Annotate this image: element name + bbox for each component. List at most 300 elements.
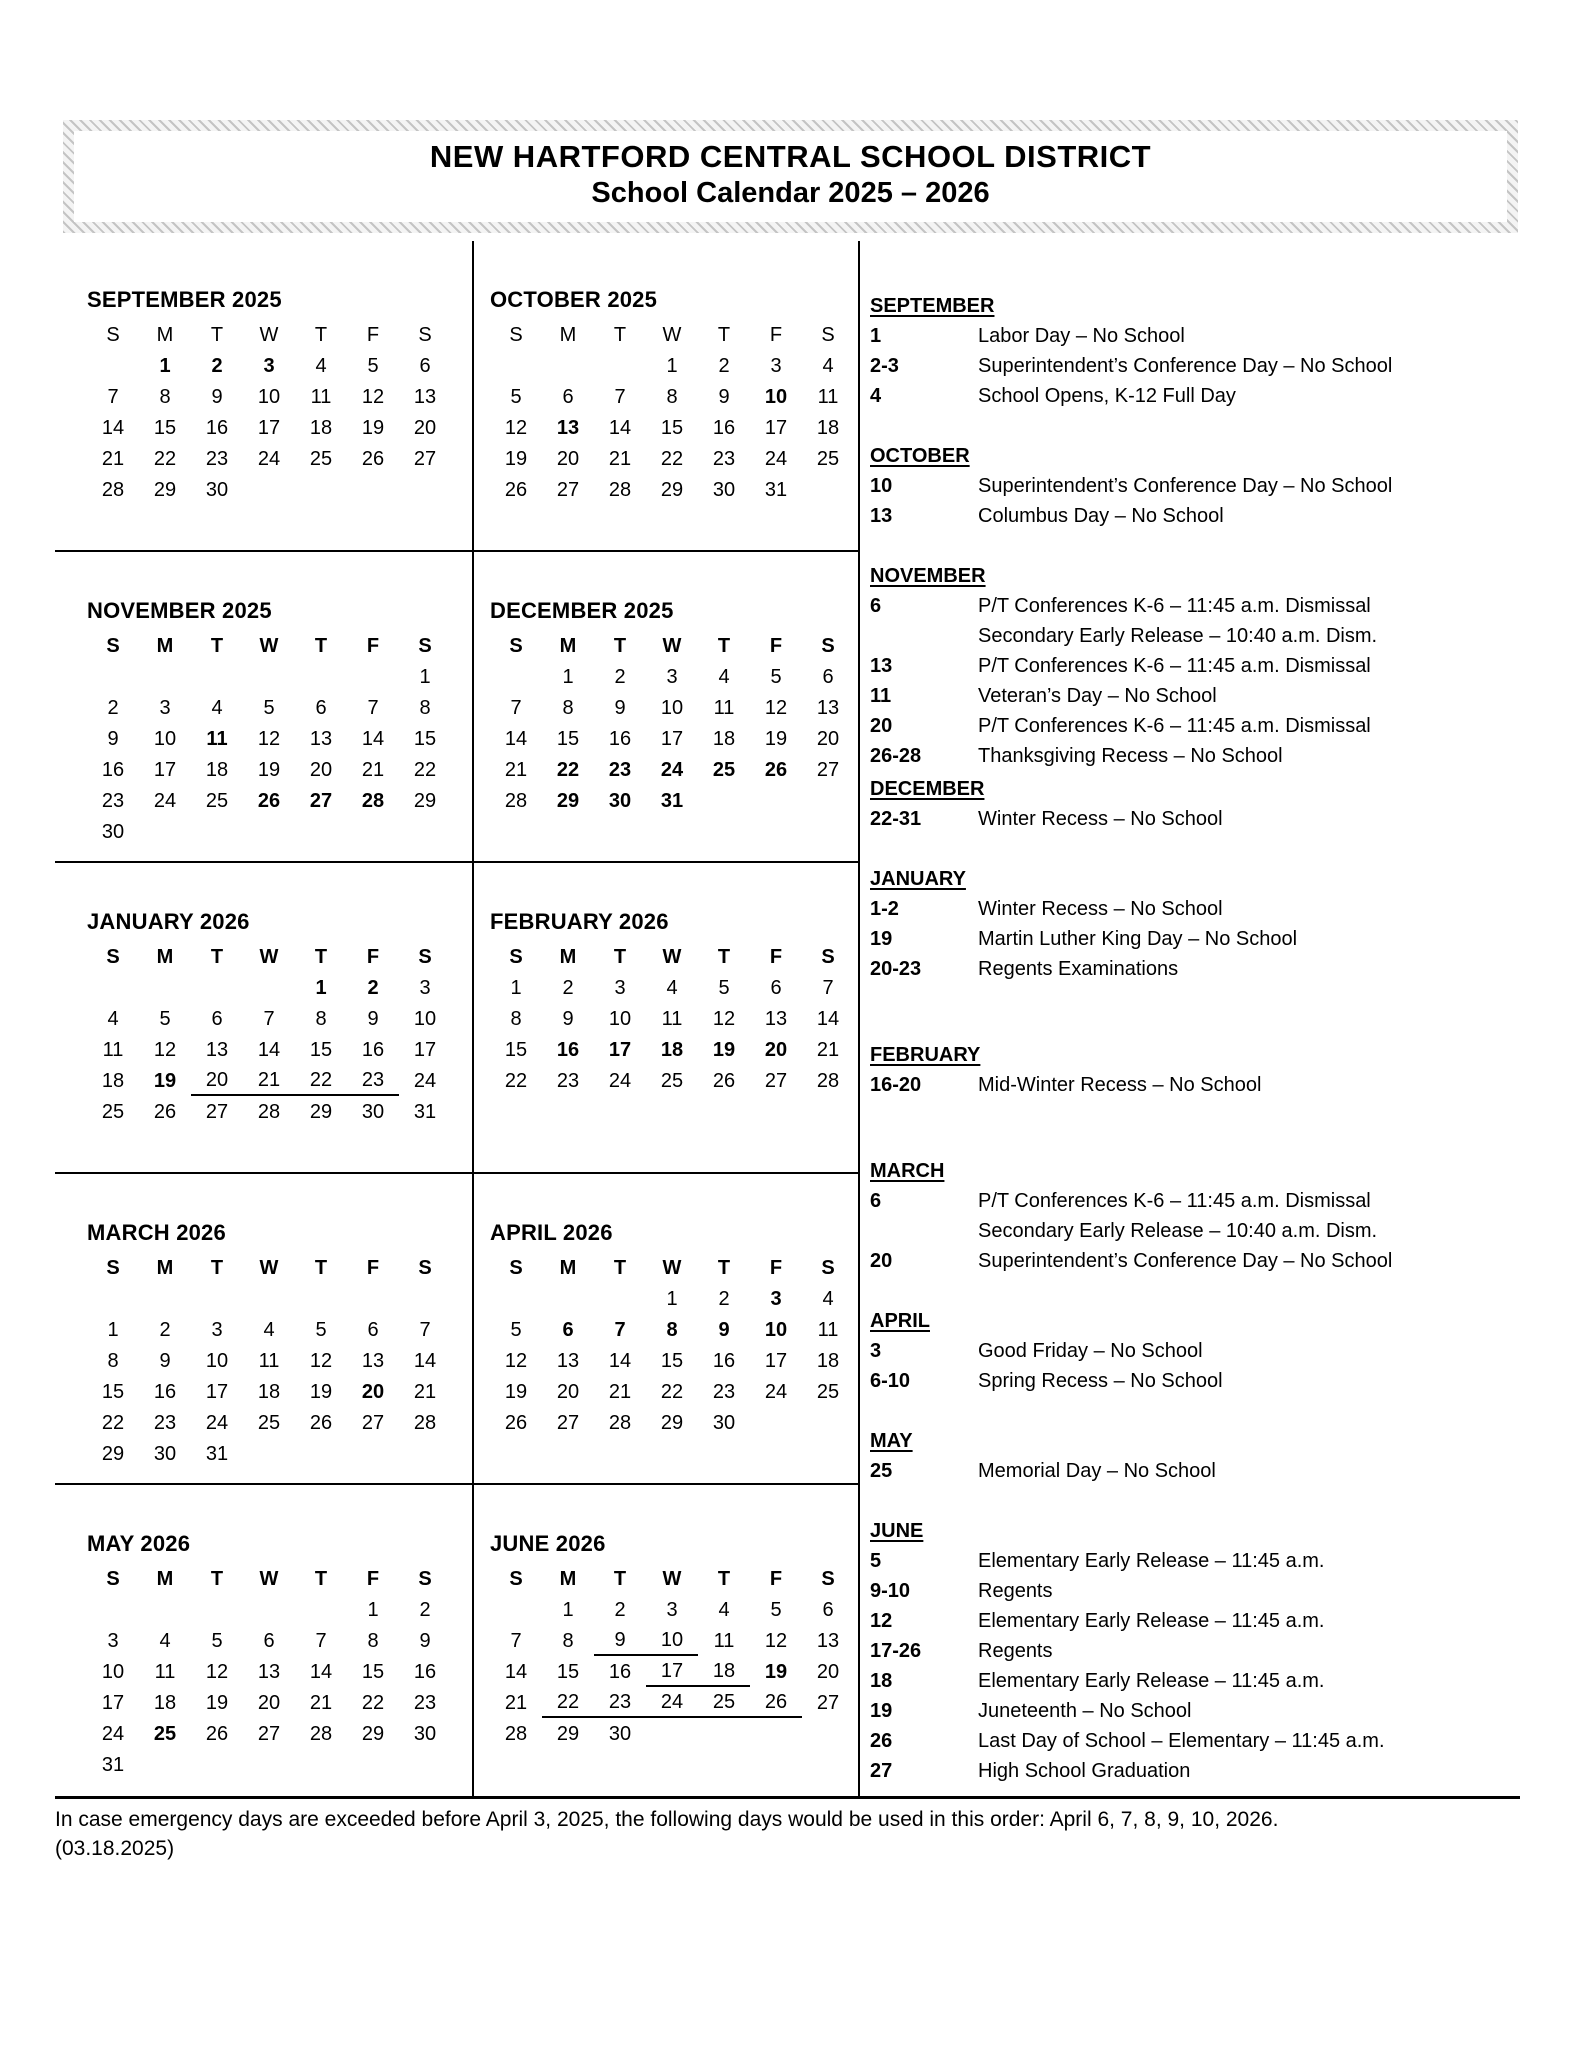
event-date: 6-10: [870, 1370, 911, 1392]
day-cell: 23: [413, 1692, 437, 1714]
day-cell-empty: [243, 1748, 295, 1779]
weekday-header: M: [156, 1568, 174, 1590]
day-cell: 20: [257, 1692, 281, 1714]
day-cell: 7: [315, 1630, 327, 1652]
day-cell-empty: [490, 349, 542, 380]
day-cell: 8: [159, 386, 171, 408]
day-cell: 27: [413, 448, 437, 470]
day-cell: 17: [101, 1692, 125, 1714]
day-cell-empty: [87, 660, 139, 691]
event-date: 13: [870, 655, 893, 677]
event-description: Spring Recess – No School: [978, 1370, 1223, 1392]
week-row: [490, 753, 854, 784]
week-row: [490, 1375, 854, 1406]
day-cell: 18: [698, 1655, 750, 1686]
header-box: [63, 120, 1518, 233]
week-row: [87, 1313, 451, 1344]
day-cell-empty: [87, 971, 139, 1002]
day-cell: 12: [764, 697, 788, 719]
event-date: 13: [870, 505, 893, 527]
weekday-header-row: [87, 318, 451, 349]
day-cell-empty: [347, 815, 399, 846]
month-title: JUNE 2026: [490, 1531, 606, 1556]
day-cell: 30: [608, 1723, 632, 1745]
day-cell: 16: [361, 1039, 385, 1061]
month-days-table: [87, 629, 451, 846]
day-cell: 24: [608, 1070, 632, 1092]
day-cell: 11: [154, 1661, 176, 1683]
weekday-header: S: [821, 1568, 835, 1590]
event-row: [870, 1636, 1520, 1666]
event-month-heading: MARCH: [870, 1160, 945, 1182]
day-cell: 24: [413, 1070, 437, 1092]
event-month-heading: DECEMBER: [870, 778, 985, 800]
day-cell: 5: [159, 1008, 171, 1030]
day-cell: 14: [309, 1661, 333, 1683]
day-cell: 13: [816, 1630, 840, 1652]
weekday-header: T: [210, 324, 224, 346]
day-cell: 25: [257, 1412, 281, 1434]
day-cell: 11: [817, 1319, 839, 1341]
day-cell: 7: [614, 1319, 626, 1341]
event-row: [870, 1546, 1520, 1576]
event-description: P/T Conferences K-6 – 11:45 a.m. Dismissal: [978, 1190, 1371, 1212]
day-cell: 7: [107, 386, 119, 408]
event-description: Secondary Early Release – 10:40 a.m. Dism.: [978, 625, 1378, 647]
weekday-header: F: [769, 635, 783, 657]
event-section-january: [870, 864, 1520, 984]
event-section-february: [870, 1040, 1520, 1100]
day-cell: 5: [211, 1630, 223, 1652]
day-cell: 1: [666, 1288, 678, 1310]
week-row: [87, 442, 451, 473]
week-row: [490, 1686, 854, 1717]
weekday-header-row: [490, 1251, 854, 1282]
week-row: [490, 1717, 854, 1748]
day-cell: 16: [205, 417, 229, 439]
day-cell: 15: [101, 1381, 125, 1403]
event-row: [870, 954, 1520, 984]
day-cell: 13: [764, 1008, 788, 1030]
day-cell-empty: [347, 660, 399, 691]
day-cell: 25: [153, 1723, 177, 1745]
day-cell: 4: [263, 1319, 275, 1341]
weekday-header: F: [769, 1568, 783, 1590]
day-cell: 14: [816, 1008, 840, 1030]
day-cell-empty: [347, 473, 399, 504]
day-cell: 19: [309, 1381, 333, 1403]
day-cell: 3: [107, 1630, 119, 1652]
day-cell: 17: [205, 1381, 229, 1403]
day-cell: 17: [608, 1039, 632, 1061]
day-cell: 1: [419, 666, 431, 688]
event-date: 20-23: [870, 958, 922, 980]
event-date: 6: [870, 595, 882, 617]
day-cell: 14: [608, 1350, 632, 1372]
month-block-march-2026: [55, 1174, 474, 1485]
day-cell: 2: [211, 355, 223, 377]
day-cell-empty: [490, 1593, 542, 1624]
day-cell: 25: [309, 448, 333, 470]
day-cell: 6: [770, 977, 782, 999]
day-cell-empty: [295, 1437, 347, 1468]
day-cell: 8: [419, 697, 431, 719]
event-row: [870, 924, 1520, 954]
day-cell: 11: [713, 697, 735, 719]
day-cell: 1: [562, 666, 574, 688]
day-cell-empty: [698, 1717, 750, 1748]
day-cell: 28: [361, 790, 385, 812]
month-title: MARCH 2026: [87, 1220, 226, 1245]
day-cell: 1: [562, 1599, 574, 1621]
day-cell: 7: [822, 977, 834, 999]
weekday-header: S: [106, 635, 120, 657]
month-title: FEBRUARY 2026: [490, 909, 669, 934]
day-cell-empty: [347, 1748, 399, 1779]
event-row: [870, 1456, 1520, 1486]
day-cell: 14: [101, 417, 125, 439]
day-cell: 22: [556, 759, 580, 781]
week-row: [490, 1002, 854, 1033]
day-cell: 10: [153, 728, 177, 750]
day-cell: 9: [718, 386, 730, 408]
event-row: [870, 471, 1520, 501]
day-cell: 10: [660, 697, 684, 719]
day-cell: 21: [413, 1381, 437, 1403]
weekday-header: W: [259, 1257, 279, 1279]
day-cell: 9: [107, 728, 119, 750]
event-description: Thanksgiving Recess – No School: [978, 745, 1283, 767]
day-cell: 12: [309, 1350, 333, 1372]
day-cell: 16: [712, 1350, 736, 1372]
day-cell: 24: [764, 1381, 788, 1403]
week-row: [87, 1095, 451, 1126]
weekday-header: S: [418, 1257, 432, 1279]
event-description: High School Graduation: [978, 1760, 1191, 1782]
day-cell: 20: [556, 448, 580, 470]
event-date: 20: [870, 715, 893, 737]
day-cell-empty: [139, 1593, 191, 1624]
event-month-heading: OCTOBER: [870, 445, 970, 467]
event-month-heading: JANUARY: [870, 868, 966, 890]
event-date: 1-2: [870, 898, 899, 920]
weekday-header: T: [210, 1568, 224, 1590]
day-cell: 16: [556, 1039, 580, 1061]
weekday-header: S: [509, 1257, 523, 1279]
weekday-header-row: [490, 1562, 854, 1593]
event-date: 19: [870, 1700, 893, 1722]
day-cell: 22: [413, 759, 437, 781]
event-description: Winter Recess – No School: [978, 808, 1223, 830]
event-date: 17-26: [870, 1640, 922, 1662]
weekday-header: M: [559, 946, 577, 968]
event-row: [870, 681, 1520, 711]
weekday-header: S: [106, 324, 120, 346]
event-date: 11: [870, 685, 892, 707]
day-cell: 22: [542, 1686, 594, 1717]
month-title: JANUARY 2026: [87, 909, 250, 934]
day-cell: 21: [309, 1692, 333, 1714]
week-row: [87, 1344, 451, 1375]
month-title: APRIL 2026: [490, 1220, 613, 1245]
day-cell: 28: [257, 1101, 281, 1123]
event-row: [870, 1070, 1520, 1100]
day-cell: 16: [413, 1661, 437, 1683]
day-cell: 29: [660, 1412, 684, 1434]
event-row: [870, 1336, 1520, 1366]
weekday-header: T: [717, 1257, 731, 1279]
day-cell: 1: [107, 1319, 119, 1341]
week-row: [490, 660, 854, 691]
day-cell: 13: [257, 1661, 281, 1683]
day-cell: 19: [764, 728, 788, 750]
day-cell: 19: [205, 1692, 229, 1714]
week-row: [490, 691, 854, 722]
week-row: [87, 473, 451, 504]
event-row: [870, 651, 1520, 681]
day-cell: 6: [562, 386, 574, 408]
day-cell: 4: [211, 697, 223, 719]
event-section-april: [870, 1306, 1520, 1396]
day-cell: 14: [608, 417, 632, 439]
day-cell-empty: [802, 473, 854, 504]
event-row: [870, 711, 1520, 741]
day-cell: 24: [101, 1723, 125, 1745]
event-row: [870, 1666, 1520, 1696]
event-row: [870, 894, 1520, 924]
day-cell-empty: [87, 1282, 139, 1313]
day-cell: 19: [153, 1070, 177, 1092]
day-cell: 28: [504, 1723, 528, 1745]
week-row: [490, 1593, 854, 1624]
day-cell: 21: [243, 1064, 295, 1095]
event-description: Superintendent’s Conference Day – No School: [978, 475, 1393, 497]
day-cell: 22: [660, 1381, 684, 1403]
day-cell: 30: [413, 1723, 437, 1745]
day-cell: 9: [367, 1008, 379, 1030]
day-cell: 4: [718, 666, 730, 688]
event-description: Elementary Early Release – 11:45 a.m.: [978, 1610, 1325, 1632]
day-cell: 3: [666, 666, 678, 688]
month-days-table: [87, 318, 451, 504]
weekday-header: S: [509, 324, 523, 346]
day-cell: 30: [205, 479, 229, 501]
day-cell: 5: [315, 1319, 327, 1341]
day-cell: 11: [206, 728, 228, 750]
week-row: [490, 784, 854, 815]
day-cell: 20: [191, 1064, 243, 1095]
day-cell-empty: [594, 349, 646, 380]
day-cell: 26: [205, 1723, 229, 1745]
day-cell-empty: [347, 1437, 399, 1468]
day-cell: 27: [816, 759, 840, 781]
event-date: 18: [870, 1670, 893, 1692]
day-cell: 20: [816, 728, 840, 750]
weekday-header: F: [769, 1257, 783, 1279]
day-cell-empty: [399, 473, 451, 504]
weekday-header: S: [106, 946, 120, 968]
event-row: [870, 1246, 1520, 1276]
event-section-march: [870, 1156, 1520, 1276]
month-block-october-2025: [474, 241, 860, 552]
week-row: [87, 1282, 451, 1313]
weekday-header: S: [509, 1568, 523, 1590]
day-cell: 20: [816, 1661, 840, 1683]
month-block-december-2025: [474, 552, 860, 863]
weekday-header: W: [259, 635, 279, 657]
weekday-header: S: [509, 635, 523, 657]
day-cell-empty: [295, 1593, 347, 1624]
day-cell: 6: [211, 1008, 223, 1030]
weekday-header: M: [559, 324, 577, 346]
month-days-table: [490, 1251, 854, 1437]
event-row: [870, 1606, 1520, 1636]
day-cell: 12: [361, 386, 385, 408]
month-days-table: [87, 1562, 451, 1779]
day-cell: 11: [310, 386, 332, 408]
day-cell: 4: [822, 1288, 834, 1310]
week-row: [490, 1282, 854, 1313]
day-cell: 23: [594, 1686, 646, 1717]
day-cell: 16: [608, 1661, 632, 1683]
day-cell-empty: [399, 1437, 451, 1468]
day-cell: 29: [101, 1443, 125, 1465]
day-cell: 4: [107, 1008, 119, 1030]
weekday-header-row: [490, 940, 854, 971]
event-row: [870, 381, 1520, 411]
week-row: [87, 1002, 451, 1033]
day-cell: 14: [361, 728, 385, 750]
day-cell: 4: [718, 1599, 730, 1621]
day-cell: 25: [712, 759, 736, 781]
day-cell: 12: [504, 1350, 528, 1372]
day-cell-empty: [802, 1406, 854, 1437]
day-cell: 19: [504, 1381, 528, 1403]
day-cell: 22: [504, 1070, 528, 1092]
day-cell-empty: [490, 660, 542, 691]
event-date: 20: [870, 1250, 893, 1272]
weekday-header: T: [314, 324, 328, 346]
day-cell: 18: [660, 1039, 684, 1061]
event-description: Elementary Early Release – 11:45 a.m.: [978, 1550, 1325, 1572]
weekday-header: T: [314, 1568, 328, 1590]
day-cell: 23: [712, 1381, 736, 1403]
event-description: Columbus Day – No School: [978, 505, 1224, 527]
weekday-header: M: [559, 1568, 577, 1590]
month-block-january-2026: [55, 863, 474, 1174]
day-cell: 5: [770, 666, 782, 688]
event-description: Memorial Day – No School: [978, 1460, 1216, 1482]
week-row: [490, 349, 854, 380]
day-cell: 7: [263, 1008, 275, 1030]
weekday-header: F: [366, 324, 380, 346]
weekday-header: S: [418, 946, 432, 968]
day-cell: 15: [556, 728, 580, 750]
weekday-header: S: [418, 635, 432, 657]
month-block-may-2026: [55, 1485, 474, 1796]
weekday-header: F: [769, 946, 783, 968]
event-row: [870, 1726, 1520, 1756]
event-description: Regents: [978, 1640, 1053, 1662]
event-section-november: [870, 561, 1520, 771]
weekday-header: T: [314, 1257, 328, 1279]
day-cell-empty: [191, 1282, 243, 1313]
day-cell: 11: [817, 386, 839, 408]
weekday-header: S: [106, 1568, 120, 1590]
day-cell: 14: [413, 1350, 437, 1372]
day-cell: 12: [712, 1008, 736, 1030]
day-cell: 10: [646, 1624, 698, 1655]
week-row: [490, 442, 854, 473]
day-cell: 30: [712, 1412, 736, 1434]
day-cell: 23: [153, 1412, 177, 1434]
day-cell-empty: [399, 815, 451, 846]
day-cell: 13: [309, 728, 333, 750]
day-cell: 12: [504, 417, 528, 439]
week-row: [87, 722, 451, 753]
event-date: 12: [870, 1610, 893, 1632]
weekday-header: T: [210, 1257, 224, 1279]
event-month-heading: SEPTEMBER: [870, 295, 995, 317]
weekday-header: M: [156, 946, 174, 968]
event-date: 27: [870, 1760, 893, 1782]
weekday-header: W: [662, 1257, 682, 1279]
day-cell: 22: [101, 1412, 125, 1434]
day-cell-empty: [243, 1282, 295, 1313]
day-cell: 3: [770, 1288, 782, 1310]
header-inner: [74, 131, 1507, 222]
week-row: [87, 1375, 451, 1406]
event-row: [870, 501, 1520, 531]
day-cell: 26: [712, 1070, 736, 1092]
day-cell: 22: [153, 448, 177, 470]
day-cell: 20: [764, 1039, 788, 1061]
event-month-heading: MAY: [870, 1430, 913, 1452]
day-cell: 14: [257, 1039, 281, 1061]
week-row: [87, 1748, 451, 1779]
day-cell: 25: [816, 448, 840, 470]
day-cell: 30: [608, 790, 632, 812]
day-cell: 25: [698, 1686, 750, 1717]
day-cell: 17: [257, 417, 281, 439]
day-cell: 9: [614, 697, 626, 719]
day-cell: 12: [205, 1661, 229, 1683]
day-cell: 13: [816, 697, 840, 719]
day-cell: 25: [205, 790, 229, 812]
day-cell-empty: [295, 815, 347, 846]
day-cell-empty: [243, 971, 295, 1002]
month-days-table: [490, 1562, 854, 1748]
week-row: [87, 380, 451, 411]
day-cell: 24: [646, 1686, 698, 1717]
day-cell: 4: [666, 977, 678, 999]
day-cell: 8: [367, 1630, 379, 1652]
day-cell: 26: [361, 448, 385, 470]
day-cell: 27: [361, 1412, 385, 1434]
week-row: [490, 1406, 854, 1437]
event-description: Regents Examinations: [978, 958, 1179, 980]
emergency-days-note: In case emergency days are exceeded before April 3, 2025, the following days would be used in this order: April 6, 7, 8, 9, 10, 2026.: [55, 1808, 1279, 1831]
day-cell-empty: [87, 349, 139, 380]
week-row: [87, 1406, 451, 1437]
day-cell: 5: [367, 355, 379, 377]
day-cell: 24: [764, 448, 788, 470]
event-description: P/T Conferences K-6 – 11:45 a.m. Dismissal: [978, 595, 1371, 617]
week-row: [87, 815, 451, 846]
day-cell-empty: [542, 349, 594, 380]
weekday-header: S: [418, 324, 432, 346]
day-cell: 2: [718, 1288, 730, 1310]
